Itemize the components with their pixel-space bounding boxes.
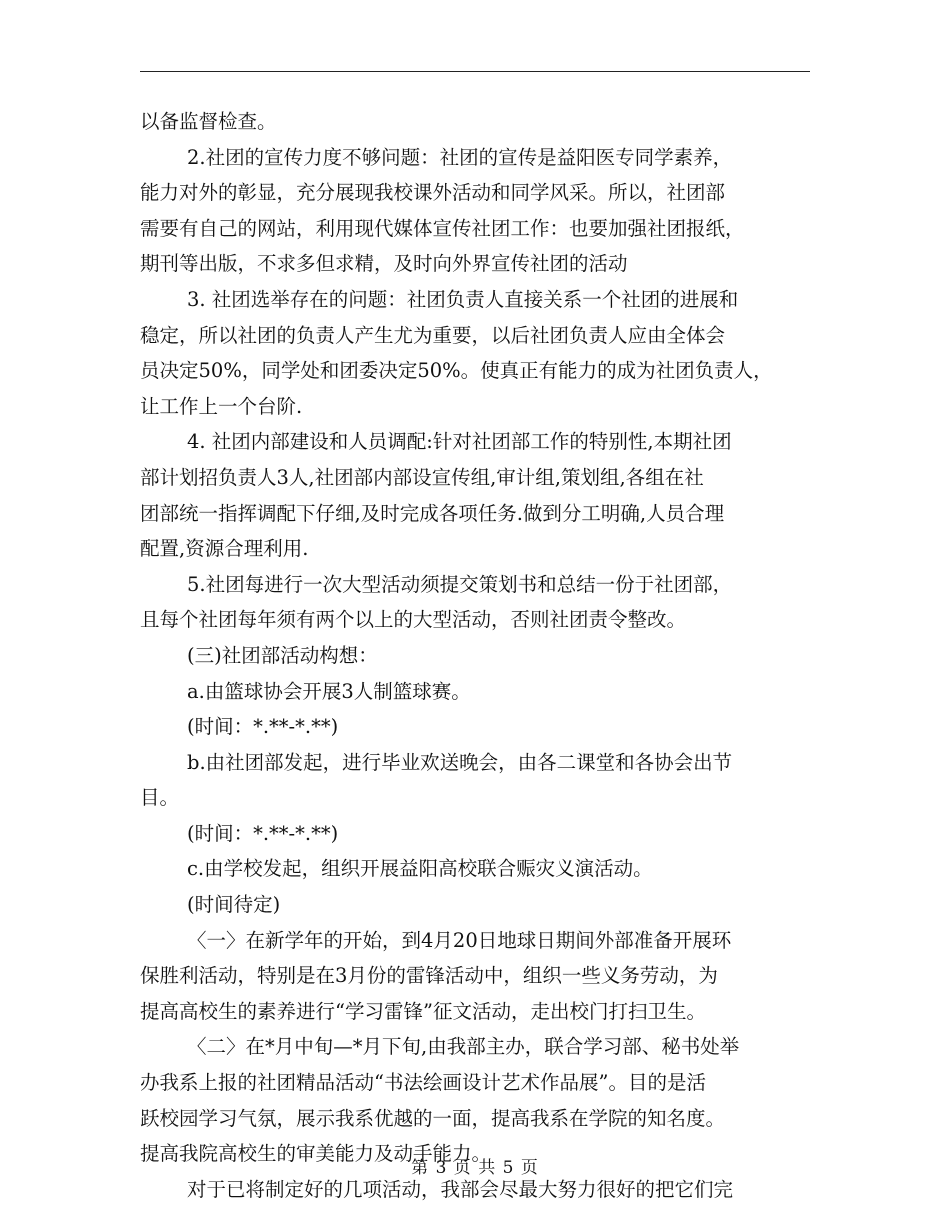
text-line: 能力对外的彰显，充分展现我校课外活动和同学风采。所以，社团部 xyxy=(140,181,726,205)
document-body xyxy=(140,104,810,1207)
text-line: 让工作上一个台阶. xyxy=(140,394,303,418)
text-line: 以备监督检查。 xyxy=(140,110,277,133)
text-line: 团部统一指挥调配下仔细,及时完成各项任务.做到分工明确,人员合理 xyxy=(140,501,725,525)
text-line: 3. 社团选举存在的问题：社团负责人直接关系一个社团的进展和 xyxy=(187,287,739,311)
text-line: (时间：*.**-*.**) xyxy=(187,821,339,845)
text-line: 对于已将制定好的几项活动，我部会尽最大努力很好的把它们完 xyxy=(187,1177,734,1201)
text-line: 〈一〉在新学年的开始，到4月20日地球日期间外部准备开展环 xyxy=(187,928,732,952)
text-line: 办我系上报的社团精品活动“书法绘画设计艺术作品展”。目的是活 xyxy=(140,1071,706,1095)
text-line: 保胜利活动，特别是在3月份的雷锋活动中，组织一些义务劳动，为 xyxy=(140,964,718,988)
text-line: 部计划招负责人3人,社团部内部设宣传组,审计组,策划组,各组在社 xyxy=(140,465,704,489)
text-line: (时间待定) xyxy=(187,893,281,917)
text-line: 员决定50%，同学处和团委决定50%。使真正有能力的成为社团负责人， xyxy=(140,359,773,383)
text-line: 提高高校生的素养进行“学习雷锋”征文活动，走出校门打扫卫生。 xyxy=(140,999,706,1023)
text-line: 提高我院高校生的审美能力及动手能力。 xyxy=(140,1142,492,1166)
text-line: 目。 xyxy=(140,786,180,810)
text-line: (时间：*.**-*.**) xyxy=(187,715,339,739)
text-line: 配置,资源合理利用. xyxy=(140,537,309,561)
page-footer: 第 3 页 共 5 页 xyxy=(411,1158,539,1178)
text-line: 稳定，所以社团的负责人产生尤为重要，以后社团负责人应由全体会 xyxy=(140,323,726,347)
text-line: 需要有自己的网站，利用现代媒体宣传社团工作：也要加强社团报纸， xyxy=(140,216,745,240)
text-line: 5.社团每进行一次大型活动须提交策划书和总结一份于社团部， xyxy=(187,572,733,596)
text-line: 2.社团的宣传力度不够问题：社团的宣传是益阳医专同学素养， xyxy=(187,145,733,169)
header-rule xyxy=(140,71,810,72)
text-line: 〈二〉在*月中旬—*月下旬,由我部主办，联合学习部、秘书处举 xyxy=(187,1035,740,1059)
text-line: 期刊等出版，不求多但求精，及时向外界宣传社团的活动 xyxy=(140,252,628,276)
text-line: a.由篮球协会开展3人制篮球赛。 xyxy=(187,679,471,703)
text-line: (三)社团部活动构想： xyxy=(187,643,378,667)
text-line: 跃校园学习气氛，展示我系优越的一面，提高我系在学院的知名度。 xyxy=(140,1106,726,1130)
text-line: 4. 社团内部建设和人员调配:针对社团部工作的特别性,本期社团 xyxy=(187,430,732,454)
text-line: b.由社团部发起，进行毕业欢送晚会，由各二课堂和各协会出节 xyxy=(187,750,733,774)
text-line: 且每个社团每年须有两个以上的大型活动，否则社团责令整改。 xyxy=(140,608,687,632)
text-line: c.由学校发起，组织开展益阳高校联合赈灾义演活动。 xyxy=(187,857,653,881)
